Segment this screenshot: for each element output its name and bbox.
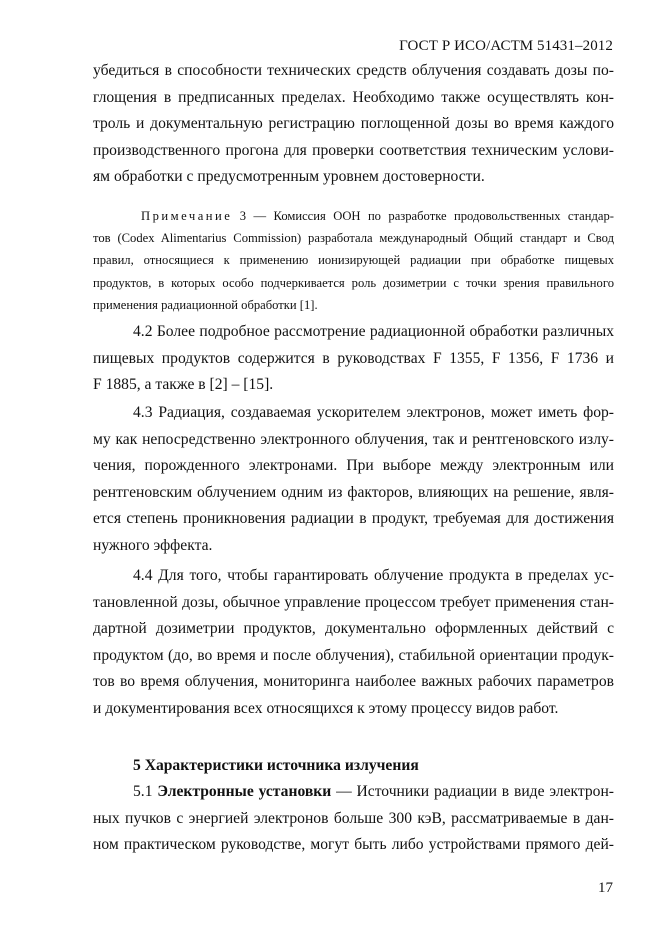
text-line: 4.4 Для того, чтобы гарантировать облучение продукта в пределах ус- [133, 567, 614, 584]
note-line: продуктов, в которых особо подчеркивается роль дозиметрии с точки зрения правильного [93, 275, 614, 290]
paragraph-4-3 [93, 400, 614, 559]
text-line: ном практическом руководстве, могут быть либо устройствами прямого дей- [93, 836, 614, 853]
note-text: 3 — Комиссия ООН по разработке продовольственных стандар- [232, 209, 614, 223]
text-line: нужного эффекта. [93, 536, 213, 554]
section-5-heading [93, 753, 614, 780]
text-line: убедиться в способности технических средств облучения создавать дозы по- [93, 62, 614, 79]
text-line: пищевых продуктов содержится в руководствах F 1355, F 1356, F 1736 и [93, 349, 614, 367]
text-line: тановленной дозы, обычное управление процессом требует применения стан- [93, 593, 614, 611]
text-line: производственного прогона для проверки соответствия техническим услови- [93, 141, 614, 159]
text-line: тов во время облучения, мониторинга наиболее важных рабочих параметров [93, 673, 614, 690]
text-line: глощения в предписанных пределах. Необходимо также осуществлять кон- [93, 88, 614, 106]
text-line: троль и документальную регистрацию поглощенной дозы во время каждого [93, 115, 614, 132]
paragraph-5-1 [93, 779, 614, 859]
note-3 [93, 205, 614, 316]
text-line: дартной дозиметрии продуктов, документально оформленных действий с [93, 620, 614, 637]
text-line: ям обработки с предусмотренным уровнем достоверности. [93, 168, 485, 185]
bold-term: Электронные установки [157, 783, 332, 800]
standard-header: ГОСТ Р ИСО/АСТМ 51431–2012 [399, 38, 613, 54]
section-heading: 5 Характеристики источника излучения [133, 757, 419, 774]
note-line: правил, относящиеся к применению ионизирующей радиации при обработке пищевых [93, 253, 614, 268]
note-first-line [93, 205, 614, 227]
text-line: чения, порожденного электронами. При выборе между электронным или [93, 457, 614, 474]
text-line: рентгеновским облучением одним из факторов, влияющих на решение, явля- [93, 483, 614, 501]
text-line: 4.3 Радиация, создаваемая ускорителем электронов, может иметь фор- [133, 404, 614, 421]
note-line: тов (Codex Alimentarius Commission) разработала международный Общий стандарт и Свод [93, 231, 614, 246]
text-line: продуктом (до, во время и после облучения), стабильной ориентации продук- [93, 646, 614, 664]
intro-paragraph [93, 58, 614, 191]
text-line: му как непосредственно электронного облучения, так и рентгеновского излу- [93, 430, 614, 448]
page-number: 17 [598, 880, 613, 896]
note-label: Примечание [141, 209, 233, 223]
paragraph-4-2 [93, 319, 614, 399]
clause-number: 5.1 [133, 783, 158, 800]
note-line: применения радиационной обработки [1]. [93, 297, 318, 312]
clause-text: — Источники радиации в виде электрон- [331, 783, 614, 800]
paragraph-4-4 [93, 563, 614, 722]
text-line [93, 779, 614, 806]
text-line: и документирования всех относящихся к этому процессу видов работ. [93, 699, 559, 717]
text-line: ется степень проникновения радиации в продукт, требуемая для достижения [93, 510, 614, 527]
text-line: F 1885, а также в [2] – [15]. [93, 376, 274, 393]
text-line: ных пучков с энергией электронов больше 300 кэВ, рассматриваемые в дан- [93, 809, 614, 827]
text-line: 4.2 Более подробное рассмотрение радиационной обработки различных [133, 323, 614, 340]
